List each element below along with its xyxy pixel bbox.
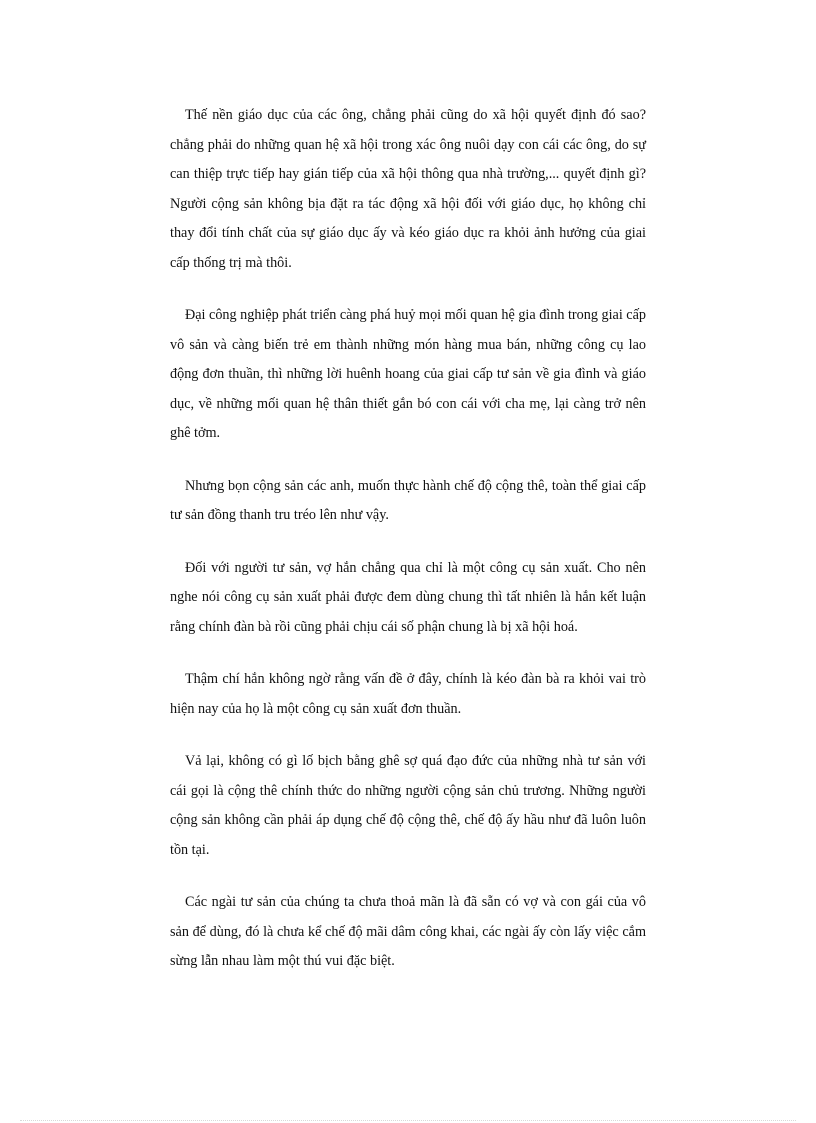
paragraph: Thậm chí hắn không ngờ rằng vấn đề ở đây, chính là kéo đàn bà ra khỏi vai trò hiện nay của họ là một công cụ sản xuất đơn thuần. [170, 671, 646, 717]
paragraph: Nhưng bọn cộng sản các anh, muốn thực hành chế độ cộng thê, toàn thể giai cấp tư sản đồng thanh tru tréo lên như vậy. [170, 477, 646, 523]
paragraph: Đại công nghiệp phát triển càng phá huỷ mọi mối quan hệ gia đình trong giai cấp vô sản và càng biến trẻ em thành những món hàng mua bán, những công cụ lao động đơn thuần, thì những lời huênh hoang của giai cấp tư sản về gia đình và giáo dục, về những mối quan hệ thân thiết gắn bó con cái với cha mẹ, lại càng trở nên ghê tởm. [170, 307, 646, 441]
paragraph: Thế nền giáo dục của các ông, chẳng phải cũng do xã hội quyết định đó sao? chẳng phải do những quan hệ xã hội trong xác ông nuôi dạy con cái các ông, do sự can thiệp trực tiếp hay gián tiếp của xã hội thông qua nhà trường,... quyết định gì? Người cộng sản không bịa đặt ra tác động xã hội đối với giáo dục, họ không chỉ thay đổi tính chất của sự giáo dục ấy và kéo giáo dục ra khỏi ảnh hưởng của giai cấp thống trị mà thôi. [170, 107, 646, 271]
body-text [170, 101, 646, 1000]
paragraph: Các ngài tư sản của chúng ta chưa thoả mãn là đã sẵn có vợ và con gái của vô sản để dùng, đó là chưa kể chế độ mãi dâm công khai, các ngài ấy còn lấy việc cắm sừng lẫn nhau làm một thú vui đặc biệt. [170, 894, 646, 969]
paragraph: Vả lại, không có gì lố bịch bằng ghê sợ quá đạo đức của những nhà tư sản với cái gọi là cộng thê chính thức do những người cộng sản chủ trương. Những người cộng sản không cần phải áp dụng chế độ cộng thê, chế độ ấy hầu như đã luôn luôn tồn tại. [170, 753, 646, 858]
paragraph: Đối với người tư sản, vợ hắn chẳng qua chỉ là một công cụ sản xuất. Cho nên nghe nói công cụ sản xuất phải được đem dùng chung thì tất nhiên là hắn kết luận rằng chính đàn bà rồi cũng phải chịu cái số phận chung là bị xã hội hoá. [170, 559, 646, 635]
page-bottom-rule [20, 1120, 796, 1121]
